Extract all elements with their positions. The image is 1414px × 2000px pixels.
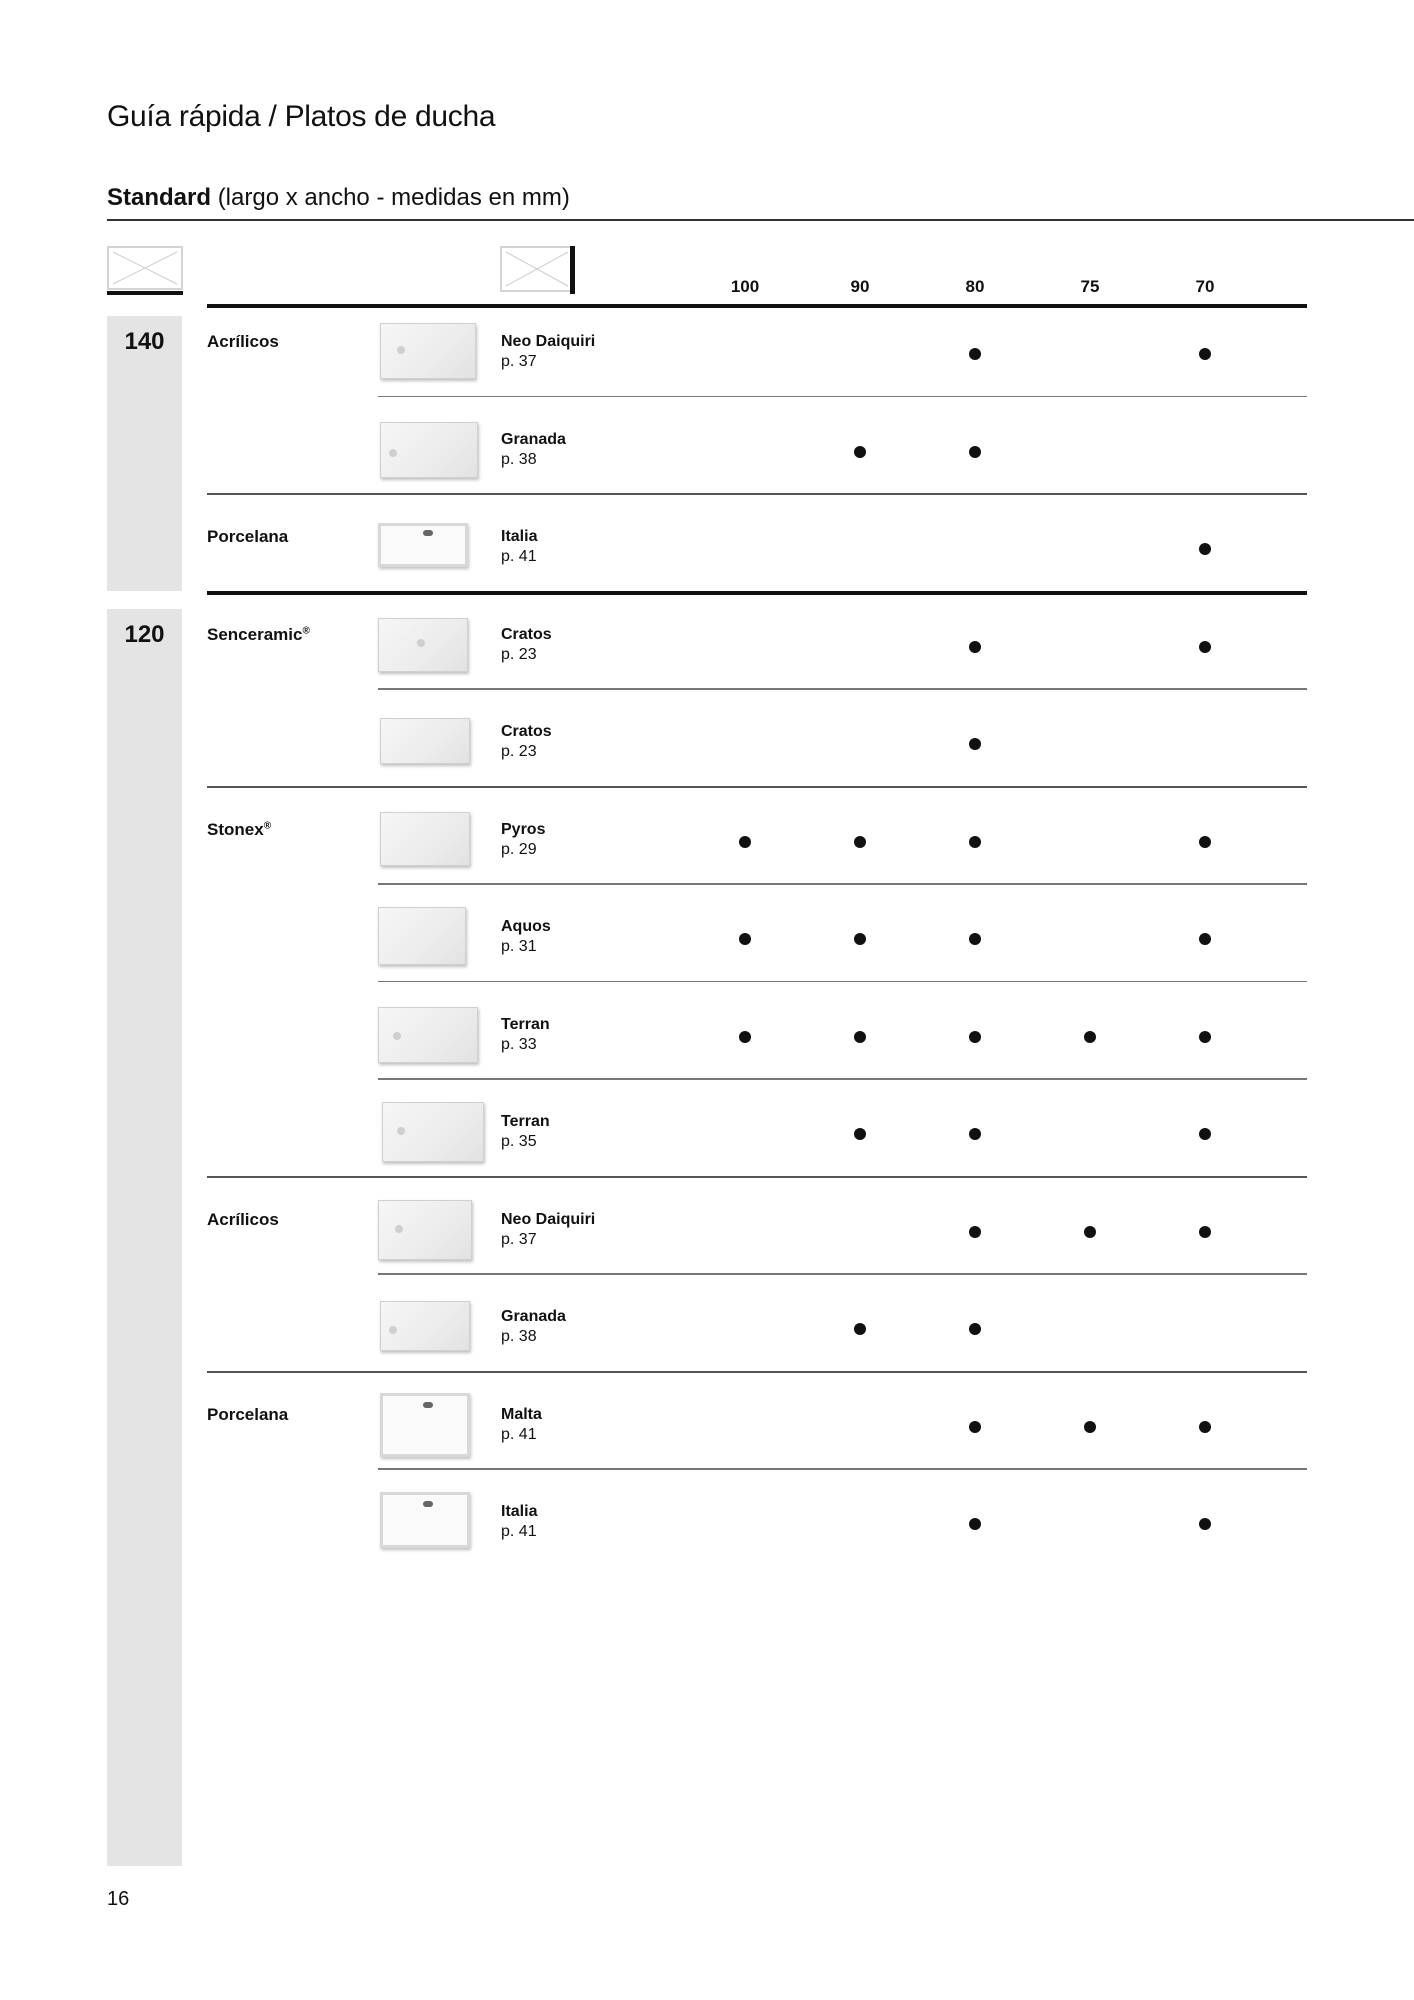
row-divider bbox=[378, 883, 1307, 885]
page-title: Guía rápida / Platos de ducha bbox=[107, 100, 496, 133]
availability-dot-80 bbox=[969, 1518, 981, 1530]
product-page-ref: p. 38 bbox=[501, 450, 537, 468]
product-page-ref: p. 35 bbox=[501, 1133, 537, 1150]
category-label bbox=[207, 625, 310, 645]
product-thumbnail bbox=[380, 812, 470, 866]
product-name: Terran bbox=[501, 1113, 550, 1130]
product-name: Aquos bbox=[501, 918, 551, 935]
availability-dot-80 bbox=[969, 933, 981, 945]
availability-dot-70 bbox=[1199, 933, 1211, 945]
product-name: Neo Daiquiri bbox=[501, 333, 596, 350]
length-band-120 bbox=[107, 609, 182, 1867]
availability-dot-75 bbox=[1084, 1031, 1096, 1043]
page-number: 16 bbox=[107, 1888, 130, 1910]
row-divider bbox=[378, 1273, 1307, 1275]
availability-dot-70 bbox=[1199, 836, 1211, 848]
availability-dot-70 bbox=[1199, 1421, 1211, 1433]
availability-dot-80 bbox=[969, 1128, 981, 1140]
product-page-ref: p. 41 bbox=[501, 1523, 537, 1540]
availability-dot-75 bbox=[1084, 1226, 1096, 1238]
subtitle-rest: (largo x ancho - medidas en mm) bbox=[217, 184, 570, 211]
drain-mark bbox=[395, 1225, 403, 1233]
product-page-ref: p. 41 bbox=[501, 548, 537, 565]
product-thumbnail bbox=[380, 1492, 470, 1548]
drain-mark bbox=[423, 530, 433, 536]
category-divider bbox=[207, 1371, 1307, 1373]
product-page-ref: p. 41 bbox=[501, 1425, 537, 1443]
availability-dot-80 bbox=[969, 641, 981, 653]
product-thumbnail bbox=[382, 1102, 484, 1162]
drain-mark bbox=[389, 449, 397, 457]
registered-mark: ® bbox=[302, 624, 310, 636]
category-name: Porcelana bbox=[207, 1404, 289, 1424]
availability-dot-80 bbox=[969, 1226, 981, 1238]
availability-dot-90 bbox=[854, 1323, 866, 1335]
product-name: Granada bbox=[501, 430, 566, 448]
availability-dot-70 bbox=[1199, 1518, 1211, 1530]
product-name: Italia bbox=[501, 528, 538, 545]
drain-mark bbox=[397, 1127, 405, 1135]
availability-dot-70 bbox=[1199, 641, 1211, 653]
availability-dot-70 bbox=[1199, 543, 1211, 555]
product-name: Malta bbox=[501, 1405, 542, 1423]
availability-dot-80 bbox=[969, 1031, 981, 1043]
column-header-100: 100 bbox=[730, 277, 760, 296]
category-name: Senceramic bbox=[207, 624, 303, 644]
product-thumbnail bbox=[378, 1007, 478, 1063]
subtitle-bold: Standard bbox=[107, 184, 212, 211]
category-name: Acrílicos bbox=[207, 332, 279, 351]
availability-dot-75 bbox=[1084, 1421, 1096, 1433]
category-label bbox=[207, 527, 288, 547]
product-thumbnail bbox=[378, 618, 468, 672]
availability-dot-80 bbox=[969, 1323, 981, 1335]
drain-mark bbox=[397, 346, 405, 354]
availability-dot-90 bbox=[854, 836, 866, 848]
availability-dot-70 bbox=[1199, 1226, 1211, 1238]
product-thumbnail bbox=[378, 907, 466, 965]
category-label bbox=[207, 1405, 288, 1425]
drain-mark bbox=[389, 1326, 397, 1334]
length-label: 120 bbox=[124, 620, 165, 648]
availability-dot-70 bbox=[1199, 348, 1211, 360]
availability-dot-70 bbox=[1199, 1128, 1211, 1140]
column-header-70: 70 bbox=[1195, 277, 1215, 296]
product-name: Pyros bbox=[501, 820, 546, 838]
row-divider bbox=[378, 396, 1307, 398]
product-page-ref: p. 31 bbox=[501, 938, 537, 955]
product-name: Terran bbox=[501, 1015, 550, 1033]
product-name: Neo Daiquiri bbox=[501, 1210, 596, 1228]
row-divider bbox=[378, 1468, 1307, 1470]
availability-dot-80 bbox=[969, 738, 981, 750]
product-page-ref: p. 29 bbox=[501, 840, 537, 858]
category-label bbox=[207, 1210, 279, 1230]
product-thumbnail bbox=[380, 422, 478, 478]
length-band-140 bbox=[107, 316, 182, 591]
availability-dot-100 bbox=[739, 836, 751, 848]
column-header-80: 80 bbox=[965, 277, 985, 296]
column-header-75: 75 bbox=[1080, 277, 1100, 296]
registered-mark: ® bbox=[263, 819, 272, 831]
row-divider bbox=[378, 688, 1307, 690]
header-rule bbox=[207, 304, 1307, 308]
product-thumbnail bbox=[380, 1393, 470, 1457]
availability-dot-90 bbox=[854, 1128, 866, 1140]
drain-mark bbox=[423, 1501, 433, 1507]
category-label bbox=[207, 332, 279, 352]
category-divider bbox=[207, 786, 1307, 788]
availability-dot-80 bbox=[969, 836, 981, 848]
product-page-ref: p. 33 bbox=[501, 1035, 537, 1053]
group-divider bbox=[207, 591, 1307, 595]
width-indicator-bar bbox=[570, 246, 575, 294]
drain-mark bbox=[417, 639, 425, 647]
product-thumbnail bbox=[378, 1200, 472, 1260]
shower-tray-width-icon bbox=[500, 246, 574, 292]
product-name: Cratos bbox=[501, 625, 552, 643]
length-indicator-bar bbox=[107, 291, 183, 295]
product-page-ref: p. 37 bbox=[501, 353, 537, 370]
drain-mark bbox=[423, 1402, 433, 1408]
column-header-90: 90 bbox=[850, 277, 870, 296]
product-page-ref: p. 23 bbox=[501, 645, 537, 663]
row-divider bbox=[378, 981, 1307, 983]
availability-dot-100 bbox=[739, 1031, 751, 1043]
product-thumbnail bbox=[380, 323, 476, 379]
availability-dot-90 bbox=[854, 933, 866, 945]
category-divider bbox=[207, 1176, 1307, 1178]
product-name: Cratos bbox=[501, 723, 552, 740]
product-thumbnail bbox=[380, 1301, 470, 1351]
length-label: 140 bbox=[124, 328, 165, 355]
availability-dot-70 bbox=[1199, 1031, 1211, 1043]
category-name: Acrílicos bbox=[207, 1209, 279, 1229]
category-name: Porcelana bbox=[207, 527, 289, 546]
availability-dot-90 bbox=[854, 446, 866, 458]
availability-dot-100 bbox=[739, 933, 751, 945]
row-divider bbox=[378, 1078, 1307, 1080]
availability-dot-80 bbox=[969, 446, 981, 458]
category-divider bbox=[207, 493, 1307, 495]
section-subtitle bbox=[107, 184, 570, 212]
product-name: Italia bbox=[501, 1503, 538, 1520]
product-thumbnail bbox=[378, 523, 468, 567]
product-page-ref: p. 38 bbox=[501, 1328, 537, 1345]
category-name: Stonex bbox=[207, 819, 264, 839]
product-page-ref: p. 37 bbox=[501, 1230, 537, 1248]
shower-tray-length-icon bbox=[107, 246, 183, 290]
drain-mark bbox=[393, 1032, 401, 1040]
availability-dot-80 bbox=[969, 348, 981, 360]
product-page-ref: p. 23 bbox=[501, 743, 537, 760]
availability-dot-90 bbox=[854, 1031, 866, 1043]
category-label bbox=[207, 820, 271, 840]
product-name: Granada bbox=[501, 1308, 566, 1325]
product-thumbnail bbox=[380, 718, 470, 764]
availability-dot-80 bbox=[969, 1421, 981, 1433]
top-rule bbox=[107, 219, 1414, 221]
